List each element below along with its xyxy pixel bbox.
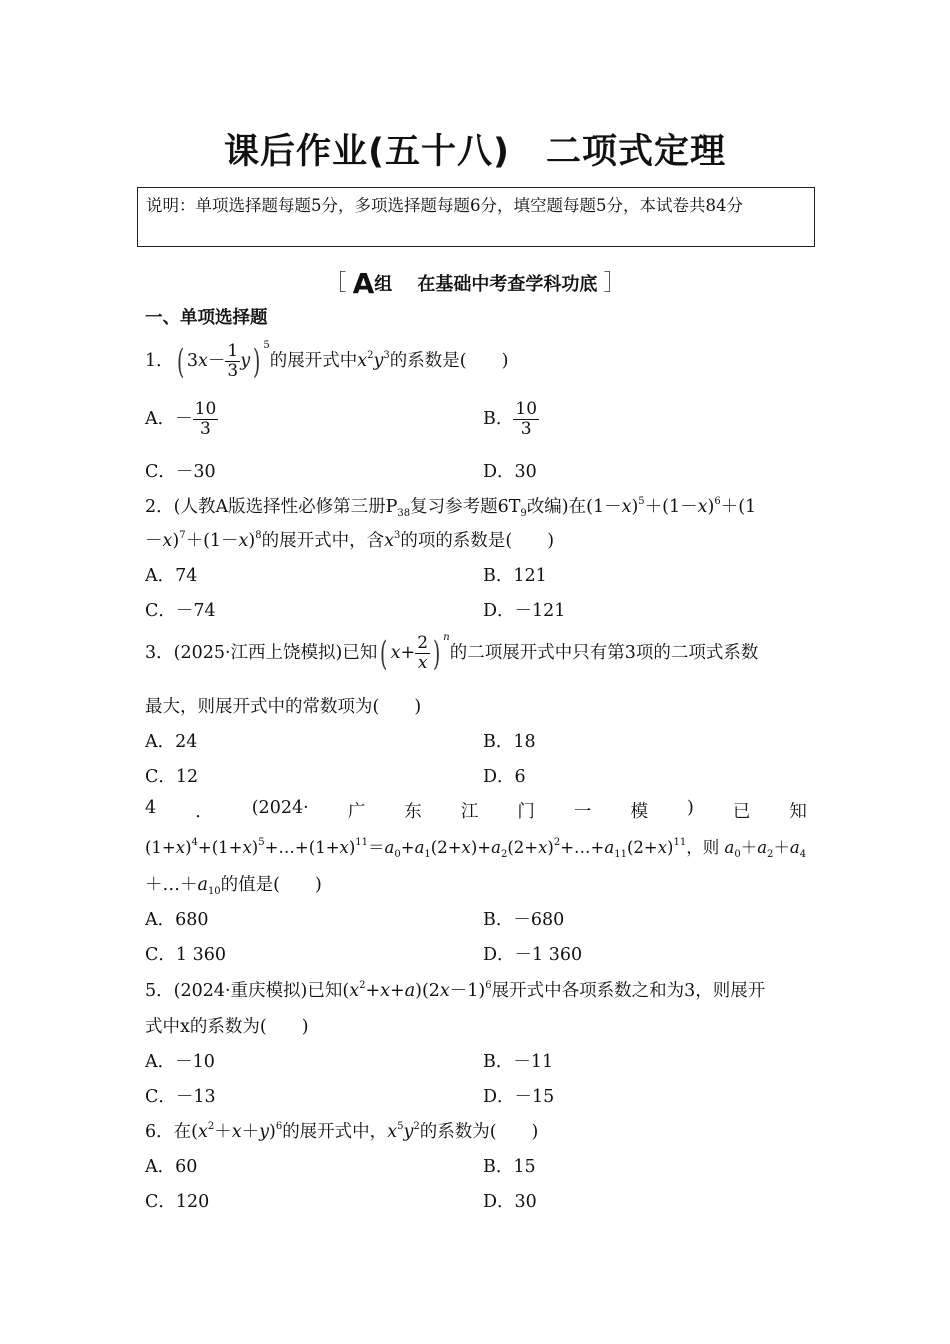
option-C[interactable]: C．1 360 [145,945,226,965]
option-B[interactable]: B．121 [483,566,547,586]
question-text: 东 [404,802,422,822]
group-label: 组 [374,274,393,295]
option-D[interactable]: D．－15 [483,1087,555,1107]
option-D[interactable]: D．30 [483,462,537,482]
option-A[interactable]: A．24 [145,732,198,752]
question-text: 4 [145,798,157,818]
subscript: 9 [520,508,527,519]
question-text: 2．(人教A版选择性必修第三册P [145,497,398,517]
question-text: 知 [789,802,807,822]
question-text: 模 [630,802,648,822]
page-title: 课后作业(五十八) 二项式定理 [224,132,726,172]
question-5-line-2: 式中x的系数为( ) [145,1017,309,1037]
option-B[interactable]: B．15 [483,1157,536,1177]
option-C[interactable]: C．－74 [145,601,216,621]
question-text: 的值是( ) [220,875,322,895]
question-text: 展开式中各项系数之和为3，则展开 [491,981,766,1001]
fraction-denominator: 3 [520,419,532,439]
fraction-numerator: 10 [194,399,217,419]
question-text: 5．(2024·重庆模拟)已知 [145,981,343,1001]
question-text: 的系数为( ) [419,1122,539,1142]
section-heading: 一、单项选择题 [145,308,268,328]
question-2-line-2: $-x)^7+(1-x)^8$的展开式中，含$x^3$的项的系数是( ) [145,530,555,551]
question-1: 1．( 3x－ $\frac{1}{3}$ y) $^5$的展开式中$x^2y^3$的系数是( ) [145,340,509,382]
group-desc: 在基础中考查学科功底 [417,274,598,295]
question-4-line-1 [145,798,807,823]
option-C[interactable]: C．12 [145,767,199,787]
option-C[interactable]: C．120 [145,1192,210,1212]
instructions-box [137,187,815,247]
option-D[interactable]: D．－121 [483,601,566,621]
question-text: 3．(2025·江西上饶模拟)已知 [145,643,378,663]
option-B[interactable]: B．18 [483,732,536,752]
option-label: B． [483,409,514,429]
instructions-text: 说明：单项选择题每题5分，多项选择题每题6分，填空题每题5分，本试卷共84分 [146,196,743,215]
option-C[interactable]: C．－13 [145,1087,216,1107]
option-A[interactable] [145,400,218,439]
option-A[interactable]: A．74 [145,566,198,586]
group-header: ［ A组 在基础中考查学科功底 ］ [324,267,626,300]
option-D[interactable]: D．30 [483,1192,537,1212]
question-text: 的系数是( ) [389,351,509,371]
question-text: 广 [347,802,366,822]
option-D[interactable]: D．－1 360 [483,945,583,965]
question-3-line-2: 最大，则展开式中的常数项为( ) [145,697,422,717]
question-2-line-1: 2．(人教A版选择性必修第三册$P_{38}$复习参考题$6T_9$改编)在$(1-x)^5+(1-x)^6+(1$ [145,496,757,519]
question-text: 已 [732,802,751,822]
subscript: 38 [397,508,411,519]
question-text: 一 [573,802,592,822]
question-4-line-2: $(1+x)^4+(1+x)^5+\dots+(1+x)^{11}=a_0+a_1(2+x)+a_2(2+x)^2+\dots+a_{11}(2+x)^{11}$，则 $a_0+a_2+a_4$ [145,837,807,860]
question-number: 1． [145,351,174,371]
question-text: 江 [460,802,479,822]
option-D[interactable]: D．6 [483,767,526,787]
group-letter: A [352,267,375,300]
question-text: 复习参考题6T [410,497,521,517]
option-A[interactable]: A．60 [145,1157,198,1177]
question-5-line-1: 5．(2024·重庆模拟)已知$(x^2+x+a)(2x-1)^6$展开式中各项系数之和为3，则展开 [145,980,766,1001]
question-3-line-1: 3．(2025·江西上饶模拟)已知( x+ $\frac{2}{x}$ ) $^n$的二项展开式中只有第3项的二项式系数 [145,632,759,674]
option-B[interactable]: B．－11 [483,1052,554,1072]
option-C[interactable]: C．－30 [145,462,216,482]
question-text: ． [195,802,213,822]
fraction-numerator: 10 [515,399,538,419]
question-text: 的二项展开式中只有第3项的二项式系数 [449,643,759,663]
question-text: ) [687,798,694,818]
option-B[interactable]: B．－680 [483,910,565,930]
question-text: 的展开式中 [269,351,358,371]
question-6: 6．在$(x^2+x+y)^6$的展开式中，$x^5y^2$的系数为( ) [145,1121,539,1142]
option-A[interactable]: A．－10 [145,1052,215,1072]
option-A[interactable]: A．680 [145,910,209,930]
option-label: A．－ [145,409,193,429]
question-text: (2024· [251,798,309,818]
question-text: 门 [517,802,535,822]
fraction-denominator: 3 [200,419,211,439]
question-4-line-3: $+\dots+a_{10}$的值是( ) [145,875,322,897]
option-B[interactable] [483,400,539,439]
